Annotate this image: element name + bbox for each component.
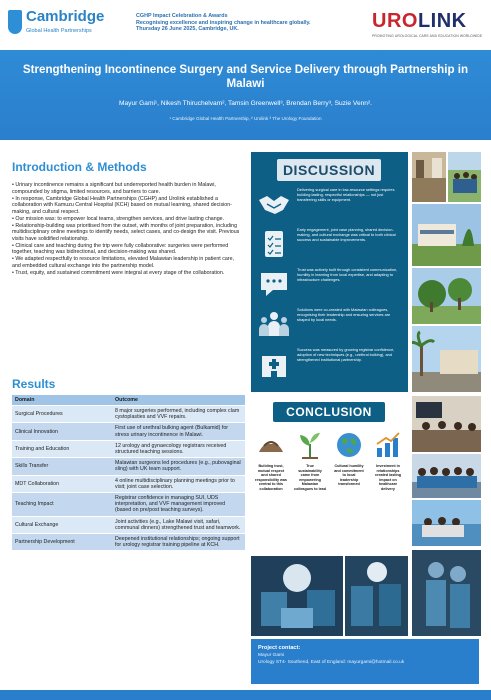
shield-icon bbox=[8, 10, 22, 34]
intro-list bbox=[12, 182, 244, 277]
urolink-sub: PROMOTING UROLOGICAL CARE AND EDUCATION WORLDWIDE bbox=[372, 34, 483, 38]
domain-cell: Surgical Procedures bbox=[12, 406, 112, 423]
discussion-item bbox=[257, 346, 403, 384]
conclusion-text: Cultural humility and commitment to local leadership transformed bbox=[334, 464, 364, 486]
photo-surgery-2 bbox=[345, 556, 408, 636]
column-header: Outcome bbox=[112, 395, 245, 406]
poster-title: Strengthening Incontinence Surgery and Service Delivery through Partnership in Malawi bbox=[22, 63, 469, 90]
outcome-cell: 8 major surgeries performed, including complex clam cystoplasties and VVF repairs. bbox=[112, 406, 245, 423]
conclusion-text: Investment in relationships created lasting impact on healthcare delivery bbox=[374, 464, 402, 491]
outcome-cell: Registrar confidence in managing SUI, UDS interpretation, and VVF management improved (based on pre/post teaching surveys). bbox=[112, 493, 245, 517]
discussion-text: Early engagement, joint case planning, shared decision-making, and cultural exchange was critical to both clinical success and sustainable improvements. bbox=[297, 227, 396, 242]
discussion-item bbox=[257, 266, 403, 304]
hands-icon bbox=[256, 430, 286, 460]
table-row bbox=[12, 534, 245, 551]
table-row bbox=[12, 423, 245, 440]
photo-surgery-1 bbox=[251, 556, 343, 636]
list-item: • Urinary incontinence remains a significant but underreported health burden in Malawi, compounded by stigma, limited resources, and barriers to care. bbox=[12, 182, 244, 195]
domain-cell: Teaching Impact bbox=[12, 493, 112, 517]
discussion-heading: DISCUSSION bbox=[277, 159, 381, 181]
domain-cell: Partnership Development bbox=[12, 534, 112, 551]
outcome-cell: Joint activities (e.g., Lake Malawi visit, safari, communal dinners) strengthened trust and teamwork. bbox=[112, 516, 245, 533]
photo-team-photo bbox=[412, 454, 481, 498]
intro-heading: Introduction & Methods bbox=[12, 160, 147, 174]
outcome-cell: First use of urethral bulking agent (Bulkamid) for stress urinary incontinence in Malawi. bbox=[112, 423, 245, 440]
hospital-icon bbox=[257, 348, 291, 380]
conclusion-panel bbox=[251, 398, 408, 546]
checklist-icon bbox=[257, 228, 291, 260]
contact-details: Urology ST4- Southend, East of England: mayurgami@hotmail.co.uk bbox=[258, 660, 405, 665]
results-table bbox=[12, 395, 245, 551]
cambridge-sub: Global Health Partnerships bbox=[26, 28, 92, 34]
domain-cell: MDT Collaboration bbox=[12, 475, 112, 492]
discussion-item bbox=[257, 226, 403, 264]
discussion-item bbox=[257, 306, 403, 344]
handshake-icon bbox=[257, 188, 291, 220]
outcome-cell: Deepened institutional relationships; ongoing support for urology registrar training pipeline at KCH. bbox=[112, 534, 245, 551]
domain-cell: Cultural Exchange bbox=[12, 516, 112, 533]
outcome-cell: Malawian surgeons led procedures (e.g., pubovaginal sling) with UK team support. bbox=[112, 458, 245, 475]
urolink-name bbox=[372, 10, 467, 33]
column-header: Domain bbox=[12, 395, 112, 406]
photo-hospital-corridor bbox=[412, 152, 446, 202]
people-icon bbox=[257, 308, 291, 340]
discussion-item bbox=[257, 186, 403, 224]
authors: Mayur Gami¹, Nikesh Thiruchelvam², Tamsin Greenwell³, Brendan Berry³, Suzie Venn². bbox=[119, 100, 372, 107]
photo-trees bbox=[412, 268, 481, 324]
table-row bbox=[12, 440, 245, 457]
urolink-logo bbox=[372, 10, 484, 44]
domain-cell: Clinical Innovation bbox=[12, 423, 112, 440]
event-date: Thursday 26 June 2025, Cambridge, UK. bbox=[136, 26, 239, 33]
discussion-panel bbox=[251, 152, 408, 392]
event-info bbox=[136, 13, 366, 33]
domain-cell: Training and Education bbox=[12, 440, 112, 457]
list-item: • Trust, equity, and sustained commitment were integral at every stage of the collaboration. bbox=[12, 270, 244, 277]
contact-name: Mayur Gami bbox=[258, 653, 285, 658]
conclusion-text: True sustainability came from empowering Malawian colleagues to lead bbox=[294, 464, 326, 491]
header bbox=[0, 0, 491, 50]
list-item: • Our mission was: to empower local teams, strengthen services, and drive lasting change. bbox=[12, 216, 244, 223]
photo-lake-group bbox=[412, 500, 481, 546]
table-row bbox=[12, 406, 245, 423]
photo-group-outdoors bbox=[448, 152, 481, 202]
urolink-name-b: LINK bbox=[417, 10, 467, 32]
bottom-bar bbox=[0, 690, 491, 700]
discussion-text: Delivering surgical care in low-resource settings requires building lasting, respectful relationships — not just transferring skills or equipment. bbox=[297, 187, 395, 202]
cambridge-logo bbox=[8, 8, 128, 42]
contact-heading: Project contact: bbox=[258, 645, 301, 651]
title-band bbox=[0, 50, 491, 140]
results-heading: Results bbox=[12, 377, 56, 391]
discussion-text: Success was measured by growing registrar confidence, adoption of new techniques (e.g., urethral bulking), and strengthened institutional partnership. bbox=[297, 347, 395, 362]
outcome-cell: 4 online multidisciplinary planning meetings prior to visit; joint case selection. bbox=[112, 475, 245, 492]
table-row bbox=[12, 458, 245, 475]
event-tagline: Recognising excellence and inspiring change in healthcare globally. bbox=[136, 19, 311, 26]
seedling-icon bbox=[295, 430, 325, 460]
table-row bbox=[12, 516, 245, 533]
urolink-name-a: URO bbox=[372, 10, 418, 32]
growth-icon bbox=[373, 430, 403, 460]
photo-meeting-room bbox=[412, 396, 481, 452]
affiliations: ¹ Cambridge Global Health Partnership, ² Urolink ³ The Urology Foundation bbox=[169, 116, 322, 121]
list-item: • Relationship-building was prioritised from the outset, with months of joint preparation, including multidisciplinary online meetings to identify needs, select cases, and co-design the visit. Previous visits have solidified relationship. bbox=[12, 223, 244, 243]
table-header-row bbox=[12, 395, 245, 406]
discussion-text: Trust was actively built through consistent communication, humility in learning from local expertise, and adapting to infrastructure challenges. bbox=[297, 267, 398, 282]
cambridge-name: Cambridge bbox=[26, 8, 105, 25]
outcome-cell: 12 urology and gynaecology registrars received structured teaching sessions. bbox=[112, 440, 245, 457]
contact-box bbox=[251, 639, 479, 684]
table-row bbox=[12, 493, 245, 517]
photo-palm-building bbox=[412, 326, 481, 392]
list-item: • We adapted respectfully to resource limitations, elevated Malawian leadership in patient care, and embedded cultural exchange into the partnership model. bbox=[12, 256, 244, 269]
speech-bubble-icon bbox=[257, 268, 291, 300]
discussion-text: Solutions were co-created with Malawian colleagues, recognising their leadership and ensuring services are shaped by local needs. bbox=[297, 307, 391, 322]
conclusion-text: Building trust, mutual respect and shared responsibility was central to this collaboration bbox=[255, 464, 287, 491]
event-title: CGHP Impact Celebration & Awards bbox=[136, 13, 228, 19]
conclusion-heading: CONCLUSION bbox=[273, 402, 385, 422]
photo-hospital-building bbox=[412, 204, 481, 266]
list-item: • Clinical care and teaching during the trip were fully collaborative: surgeries were performed together, teaching was bidirectional, and decision-making was shared. bbox=[12, 243, 244, 256]
list-item: • In response, Cambridge Global Health Partnerships (CGHP) and Urolink established a collaboration with Kamuzu Central Hospital (KCH) based on mutual learning, shared decision-making, and cultural respect. bbox=[12, 196, 244, 216]
table-row bbox=[12, 475, 245, 492]
domain-cell: Skills Transfer bbox=[12, 458, 112, 475]
photo-surgery-3 bbox=[412, 550, 481, 636]
globe-icon bbox=[334, 430, 364, 460]
